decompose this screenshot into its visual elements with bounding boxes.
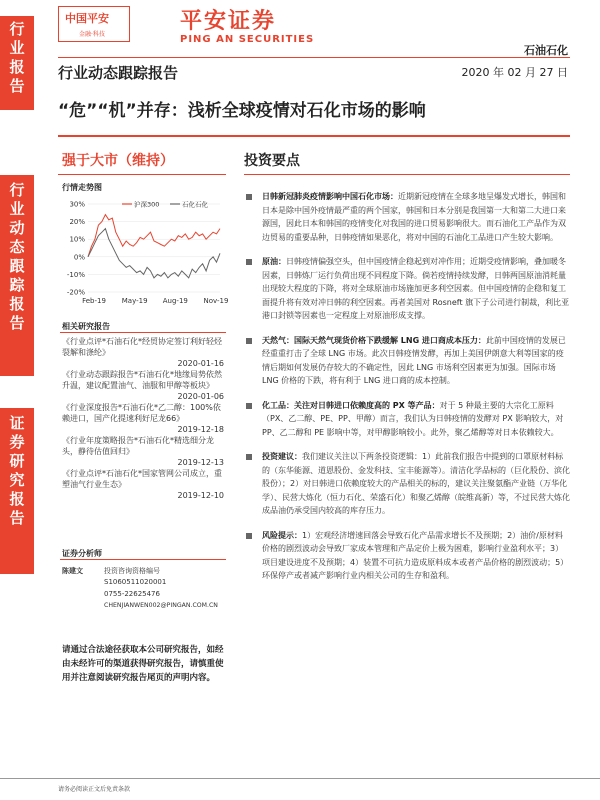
x-tick-label: Nov-19	[203, 297, 229, 305]
related-report-text: 《行业点评*石油石化*经贸协定签订利好轻烃裂解和涤纶》	[62, 337, 222, 357]
analyst-phone: 0755-22625476	[104, 590, 160, 598]
key-point-head: 投资建议：	[262, 452, 302, 461]
band-char: 动	[9, 219, 25, 237]
related-report-text: 《行业年度策略报告*石油石化*精选细分龙头，静待估值回归》	[62, 436, 214, 456]
y-tick-label: 20%	[69, 218, 85, 227]
key-points-divider	[244, 174, 570, 175]
band-char: 证	[9, 414, 25, 432]
key-point-body: 日韩疫情偏强空头，但中国疫情企稳起到对冲作用；近期受疫情影响，叠加暖冬因素，日韩炼厂运行负荷出现不同程度下降。倘若疫情持续发酵，日韩两国原油消耗量出现较大程度的下降，将对全球原油市场施加更多利空因素。但中国疫情的企稳和复工面提升将有效对冲日韩的利空因素。再者美国对 Rosneft 旗下子公司进行制裁，利比亚港口封锁等因素也一定程度上对原油形成支撑。	[262, 257, 570, 320]
key-points-list	[244, 190, 570, 594]
rating: 强于大市（维持）	[62, 153, 174, 169]
key-point-body: 1）宏观经济增速回落会导致石化产品需求增长不及预期；2）油价/原材料价格的剧烈波动会导致厂家成本管理和产品定价上极为困难，影响行业盈利水平；3）项目建设进度不及预期；4）装置不可抗力造成原料成本或者产品价格的剧烈波动；5）环保停产或者减产影响行业内相关公司的生存和盈利。	[262, 530, 569, 580]
key-point	[244, 255, 570, 323]
key-point	[244, 529, 570, 583]
report-date: 2020 年 02 月 27 日	[461, 66, 568, 79]
related-report-date: 2019-12-10	[177, 491, 224, 500]
y-tick-label: 30%	[69, 200, 85, 209]
pingan-securities-logo-en: PING AN SECURITIES	[180, 34, 315, 45]
analyst-section-title: 证券分析师	[62, 549, 102, 558]
band-char: 研	[9, 452, 25, 470]
band-char: 踪	[9, 276, 25, 294]
logo-left-text: 中国平安	[65, 12, 109, 25]
key-point-head: 日韩新冠肺炎疫情影响中国石化市场：	[262, 192, 398, 201]
x-tick-label: Feb-19	[82, 297, 106, 305]
key-point-body: 对于 5 种最主要的大宗化工原料（PX、乙二醇、PE、PP、甲醇）而言，我们认为日韩疫情的发酵对 PX 影响较大，对 PP、乙二醇和 PE 影响中等，对甲醇影响较小。此外，聚乙烯醇等对日本依赖较大。	[262, 400, 564, 437]
x-tick-label: Aug-19	[162, 297, 188, 305]
key-point-head: 风险提示：	[262, 530, 302, 540]
band-char: 报	[9, 58, 25, 76]
key-points-title: 投资要点	[244, 153, 300, 169]
key-point	[244, 334, 570, 388]
key-point-body: 我们建议关注以下两条投资逻辑：1）此前我们报告中提到的口罩原材料标的（东华能源、道恩股份、金发科技、宝丰能源等）。清洁化学品标的（巨化股份、滨化股份）；2）对日韩进口依赖度较大的产品相关的标的，建议关注聚氨酯产业链（万华化学）、民营大炼化（恒力石化、荣盛石化）和聚乙烯醇（皖维高新）等，不过民营大炼化成品油仍承受国内较高的库存压力。	[262, 452, 570, 515]
legend-label: 石化石化	[182, 200, 208, 209]
band-char: 业	[9, 200, 25, 218]
related-report-item[interactable]	[62, 336, 224, 369]
analyst-name: 陈建文	[62, 567, 83, 575]
related-report-item[interactable]	[62, 435, 224, 468]
related-report-date: 2020-01-16	[177, 359, 224, 368]
header-divider	[58, 57, 570, 58]
industry-label: 石油石化	[524, 44, 568, 57]
band-char: 告	[9, 314, 25, 332]
key-point-body: 此前中国疫情的发展已经重重打击了全球 LNG 市场。此次日韩疫情发酵，再加上美国伊朗意大利等国家的疫情后期如何发展仍存较大的不确定性，因此 LNG 市场利空因素更为加强。国际市场 LNG 价格的下跌，将有利于 LNG 进口商的成本控制。	[262, 335, 566, 385]
report-type: 行业动态跟踪报告	[58, 64, 179, 82]
rating-divider	[58, 174, 226, 175]
side-band-bottom	[0, 408, 34, 574]
related-report-text: 《行业深度报告*石油石化*乙二醇：100%依赖进口，国产化提速利好尼龙66》	[62, 403, 221, 423]
analyst-license: S1060511020001	[104, 578, 167, 586]
y-tick-label: -20%	[66, 288, 85, 297]
related-report-date: 2020-01-06	[177, 392, 224, 401]
square-bullet-icon	[246, 194, 252, 200]
related-reports-list	[62, 336, 224, 501]
y-tick-label: -10%	[66, 270, 85, 279]
band-char: 报	[9, 295, 25, 313]
square-bullet-icon	[246, 338, 252, 344]
related-report-text: 《行业点评*石油石化*国家管网公司成立，重塑油气行业生态》	[62, 469, 222, 489]
analyst-divider	[60, 559, 226, 560]
y-tick-label: 10%	[69, 235, 85, 244]
band-char: 业	[9, 39, 25, 57]
trend-chart	[62, 196, 229, 306]
related-report-date: 2019-12-13	[177, 458, 224, 467]
legend-label: 沪深300	[134, 200, 160, 209]
analyst-email[interactable]: CHENJIANWEN002@PINGAN.COM.CN	[104, 602, 218, 609]
footer-note: 请务必阅读正文后免责条款	[58, 786, 131, 793]
related-report-item[interactable]	[62, 468, 224, 501]
band-char: 告	[9, 509, 25, 527]
square-bullet-icon	[246, 403, 252, 409]
band-char: 行	[9, 20, 25, 38]
analyst-qualification: 投资咨询资格编号	[104, 567, 160, 575]
side-band-middle	[0, 175, 34, 376]
band-char: 告	[9, 77, 25, 95]
related-report-item[interactable]	[62, 369, 224, 402]
side-band-top	[0, 16, 34, 110]
key-point	[244, 399, 570, 440]
disclaimer: 请通过合法途径获取本公司研究报告，如经由未经许可的渠道获得研究报告，请慎重使用并注意阅读研究报告尾页的声明内容。	[62, 645, 224, 683]
footer-divider	[0, 778, 600, 779]
y-tick-label: 0%	[73, 253, 85, 262]
square-bullet-icon	[246, 454, 252, 460]
band-char: 报	[9, 490, 25, 508]
band-char: 态	[9, 238, 25, 256]
key-point-head: 原油：	[262, 257, 286, 266]
key-point-head: 化工品：关注对日韩进口依赖度高的 PX 等产品：	[262, 400, 440, 410]
related-report-item[interactable]	[62, 402, 224, 435]
band-char: 行	[9, 181, 25, 199]
key-point	[244, 450, 570, 518]
pingan-group-logo	[58, 6, 130, 42]
related-divider	[60, 332, 226, 333]
band-char: 券	[9, 433, 25, 451]
key-point-head: 天然气：国际天然气现货价格下跌缓解 LNG 进口商成本压力：	[262, 335, 486, 345]
title-divider	[58, 135, 570, 137]
related-report-date: 2019-12-18	[177, 425, 224, 434]
key-point-body: 近期新冠疫情在全球多地呈爆发式增长，韩国和日本是除中国外疫情最严重的两个国家，韩国和日本分别是我国第一大和第二大进口来源国，因此日本和韩国的疫情变化对我国的进口贸易影响很大。而石油化工产品作为双边贸易的重要品种，日韩疫情如果恶化，将对中国的石油化工品进口产生较大影响。	[262, 192, 566, 242]
related-reports-title: 相关研究报告	[62, 322, 110, 331]
square-bullet-icon	[246, 259, 252, 265]
key-point	[244, 190, 570, 244]
trend-chart-title: 行情走势图	[62, 183, 102, 192]
series-line-1	[88, 229, 220, 278]
logo-left-subtext: 金融·科技	[79, 31, 105, 38]
band-char: 跟	[9, 257, 25, 275]
square-bullet-icon	[246, 533, 252, 539]
related-report-text: 《行业动态跟踪报告*石油石化*地缘局势依然升温，建议配置油气、油服和甲醇等板块》	[62, 370, 222, 390]
pingan-securities-logo: 平安证券	[180, 9, 277, 34]
x-tick-label: May-19	[121, 297, 148, 305]
band-char: 究	[9, 471, 25, 489]
report-title: “危”“机”并存：浅析全球疫情对石化市场的影响	[58, 101, 426, 121]
